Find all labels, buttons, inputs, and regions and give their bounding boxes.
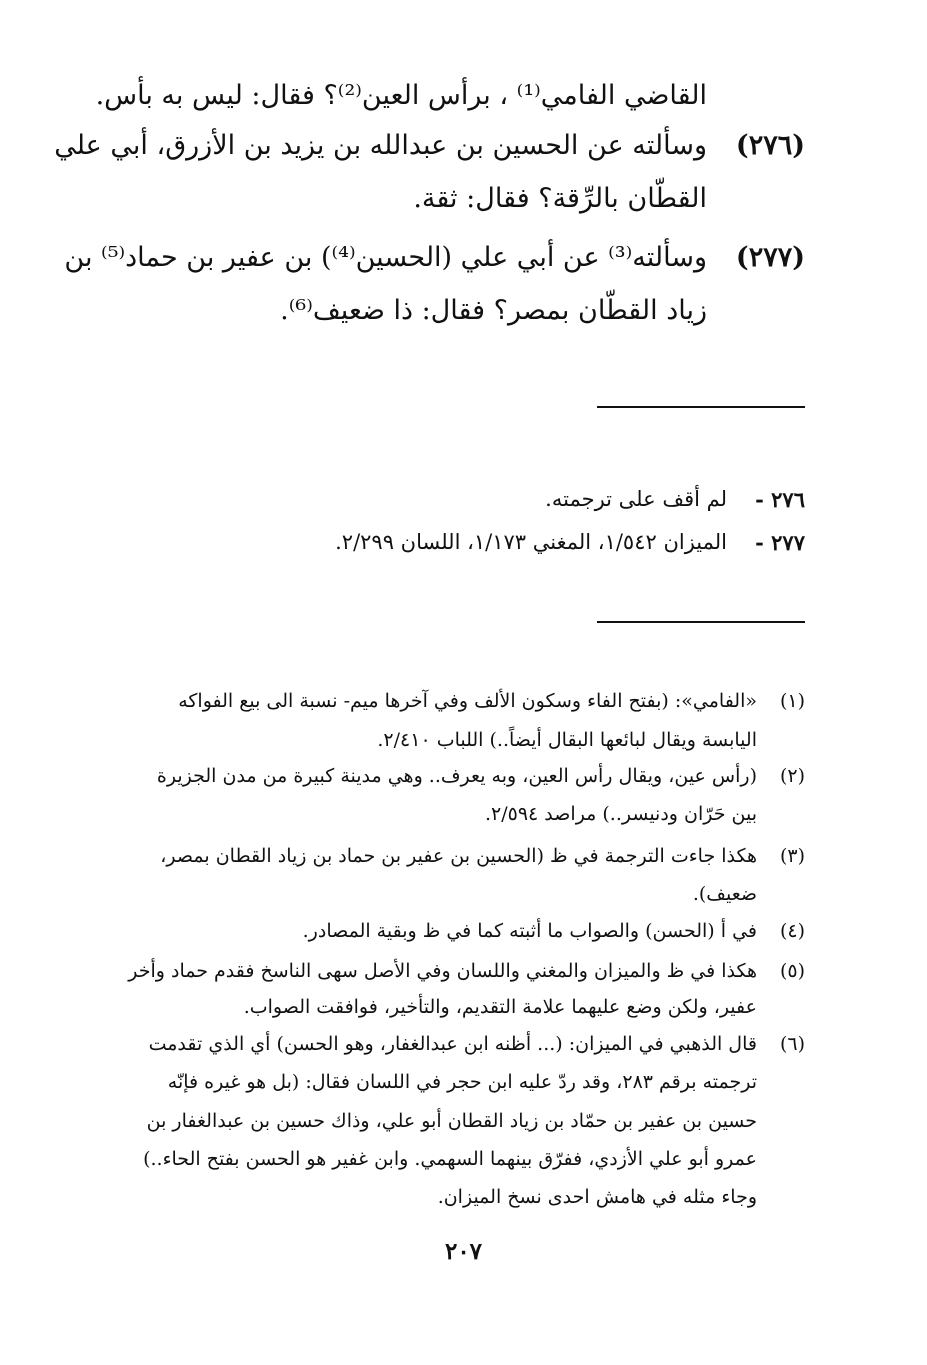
divider-rule-1 bbox=[597, 406, 805, 408]
footnote-4-line-1: في أ (الحسن) والصواب ما أثبته كما في ظ وبقية المصادر. bbox=[302, 920, 757, 942]
reference-number-276: ٢٧٦ - bbox=[755, 487, 805, 512]
footnote-5-line-1: هكذا في ظ والميزان والمغني واللسان وفي الأصل سهى الناسخ فقدم حماد وأخر bbox=[128, 960, 757, 982]
footnote-1-line-1: «الفامي»: (بفتح الفاء وسكون الألف وفي آخرها ميم- نسبة الى بيع الفواكه bbox=[178, 690, 757, 712]
divider-rule-2 bbox=[597, 621, 805, 623]
page-number: ٢٠٧ bbox=[444, 1238, 483, 1265]
footnote-number-1: (١) bbox=[779, 690, 805, 712]
footnote-6-line-5: وجاء مثله في هامش احدى نسخ الميزان. bbox=[437, 1186, 757, 1208]
footnote-6-line-3: حسين بن عفير بن حمّاد بن زياد القطان أبو علي، وذاك حسين بن عبدالغفار بن bbox=[146, 1110, 757, 1132]
entry-continuation-line: القاضي الفامي⁽¹⁾ ، برأس العين⁽²⁾؟ فقال: ليس به بأس. bbox=[95, 80, 707, 111]
entry-277-line-2: زياد القطّان بمصر؟ فقال: ذا ضعيف⁽⁶⁾. bbox=[280, 295, 707, 326]
footnote-6-line-4: عمرو أبو علي الأزدي، ففرّق بينهما السهمي. وابن غفير هو الحسن بفتح الحاء..) bbox=[143, 1148, 757, 1170]
footnote-1-line-2: اليابسة ويقال لبائعها البقال أيضاً..) اللباب ٢/٤١٠. bbox=[377, 729, 757, 751]
entry-number-277: (٢٧٧) bbox=[735, 242, 805, 273]
entry-number-276: (٢٧٦) bbox=[735, 130, 805, 161]
entry-277-line-1: وسألته⁽³⁾ عن أبي علي (الحسين⁽⁴⁾) بن عفير بن حماد⁽⁵⁾ بن bbox=[64, 242, 707, 273]
footnote-3-line-2: ضعيف). bbox=[692, 883, 757, 905]
footnote-2-line-1: (رأس عين، ويقال رأس العين، وبه يعرف.. وهي مدينة كبيرة من مدن الجزيرة bbox=[156, 765, 757, 787]
footnote-number-2: (٢) bbox=[779, 765, 805, 787]
footnote-number-3: (٣) bbox=[779, 845, 805, 867]
footnote-6-line-1: قال الذهبي في الميزان: (... أظنه ابن عبدالغفار، وهو الحسن) أي الذي تقدمت bbox=[148, 1033, 757, 1055]
entry-276-line-1: وسألته عن الحسين بن عبدالله بن يزيد بن الأزرق، أبي علي bbox=[54, 130, 707, 161]
reference-text-276: لم أقف على ترجمته. bbox=[545, 487, 727, 511]
reference-text-277: الميزان ١/٥٤٢، المغني ١/١٧٣، اللسان ٢/٢٩٩. bbox=[335, 530, 727, 554]
footnote-number-6: (٦) bbox=[779, 1033, 805, 1055]
reference-number-277: ٢٧٧ - bbox=[755, 530, 805, 555]
footnote-6-line-2: ترجمته برقم ٢٨٣، وقد ردّ عليه ابن حجر في اللسان فقال: (بل هو غيره فإنّه bbox=[167, 1071, 757, 1093]
footnote-2-line-2: بين حَرّان ودنيسر..) مراصد ٢/٥٩٤. bbox=[484, 803, 757, 825]
footnote-number-5: (٥) bbox=[779, 960, 805, 982]
footnote-5-line-2: عفير، ولكن وضع عليهما علامة التقديم، والتأخير، فوافقت الصواب. bbox=[243, 996, 757, 1018]
entry-276-line-2: القطّان بالرِّقة؟ فقال: ثقة. bbox=[413, 183, 707, 214]
footnote-3-line-1: هكذا جاءت الترجمة في ظ (الحسين بن عفير بن حماد بن زياد القطان بمصر، bbox=[160, 845, 757, 867]
footnote-number-4: (٤) bbox=[779, 920, 805, 942]
